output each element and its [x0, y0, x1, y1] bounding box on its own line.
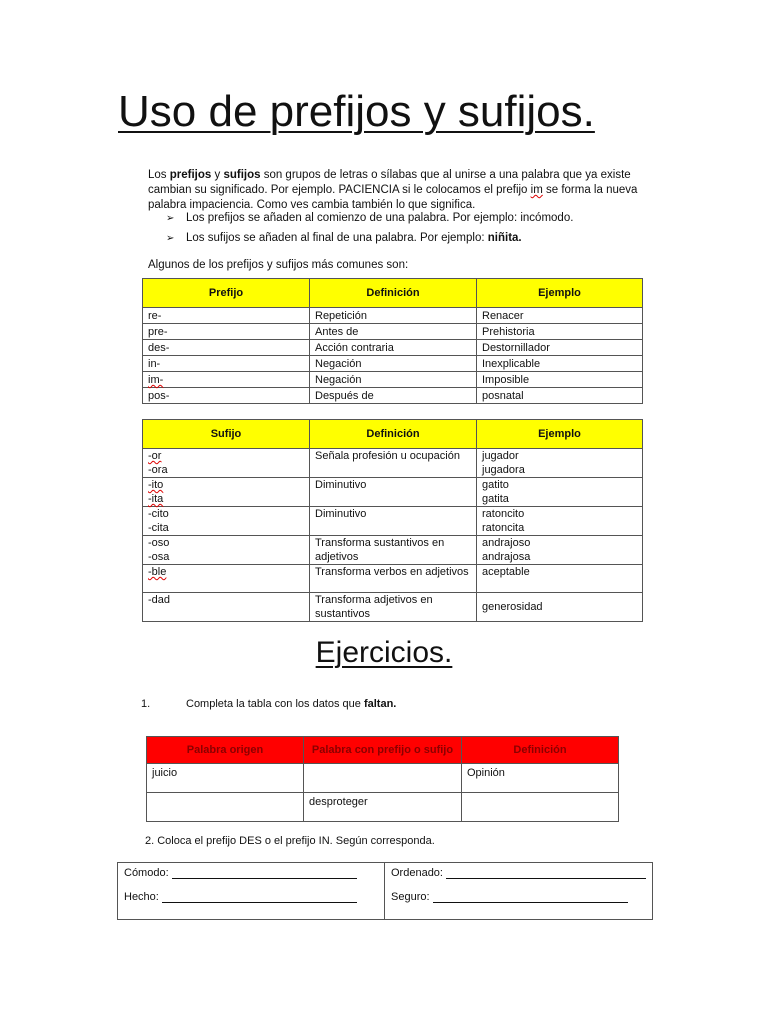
- cell-text: andrajoso: [482, 537, 531, 549]
- table-cell: [143, 536, 310, 565]
- cell-text: -oso: [148, 537, 170, 549]
- table-cell: -dad: [143, 593, 310, 622]
- table-cell: Imposible: [477, 372, 643, 388]
- table-cell: Acción contraria: [310, 340, 477, 356]
- table-cell: [143, 372, 310, 388]
- table-row: [143, 356, 643, 372]
- table-cell: Negación: [310, 372, 477, 388]
- table-cell: [477, 536, 643, 565]
- column-header: Prefijo: [143, 279, 310, 308]
- table-row: [143, 507, 643, 536]
- exercise-table: [146, 736, 619, 822]
- cell-text: -or: [148, 450, 162, 462]
- exercise-2-instruction: 2. Coloca el prefijo DES o el prefijo IN. Según corresponda.: [145, 835, 435, 847]
- table-row: [143, 449, 643, 478]
- fill-label: Seguro:: [391, 891, 430, 903]
- bullet-bold: niñita.: [487, 232, 522, 244]
- cell-text: andrajosa: [482, 551, 531, 563]
- arrow-bullet-icon: ➢: [166, 213, 175, 224]
- intro-text: y: [211, 169, 224, 181]
- fill-in-table: [117, 862, 653, 920]
- cell-text: -ble: [148, 566, 167, 578]
- bullet-sufijos: [166, 232, 522, 244]
- table-cell: [477, 507, 643, 536]
- table-row: [143, 324, 643, 340]
- table-cell: Inexplicable: [477, 356, 643, 372]
- cell-text: -cito: [148, 508, 169, 520]
- table-cell: [143, 449, 310, 478]
- table-row: [118, 863, 653, 920]
- table-header-row: [143, 279, 643, 308]
- fill-line: [391, 867, 646, 879]
- column-header: Ejemplo: [477, 420, 643, 449]
- fill-label: Ordenado:: [391, 867, 443, 879]
- column-header: Definición: [310, 279, 477, 308]
- answer-cell[interactable]: [304, 764, 462, 793]
- fill-line: [391, 891, 646, 903]
- table-cell: Diminutivo: [310, 507, 477, 536]
- cell-text: -ora: [148, 464, 168, 476]
- cell-text: jugadora: [482, 464, 525, 476]
- intro-im: im: [530, 184, 543, 196]
- suffix-table: [142, 419, 643, 622]
- answer-cell[interactable]: [462, 793, 619, 822]
- column-header: Palabra origen: [147, 737, 304, 764]
- cell-text: ratoncita: [482, 522, 525, 534]
- exercises-title: Ejercicios.: [315, 636, 453, 669]
- instruction-text: Completa la tabla con los datos que: [186, 698, 364, 710]
- fill-label: Hecho:: [124, 891, 159, 903]
- table-cell: [477, 449, 643, 478]
- table-row: [147, 764, 619, 793]
- table-cell: [143, 478, 310, 507]
- table-cell: Diminutivo: [310, 478, 477, 507]
- intro-bold-sufijos: sufijos: [223, 169, 261, 181]
- table-cell: [143, 565, 310, 593]
- table-cell: desproteger: [304, 793, 462, 822]
- intro-text: son grupos de letras o sílabas que al unirse a una palabra que ya existe cambian su significado. Por ejemplo. PACIENCIA si le colocamos el prefijo: [148, 169, 631, 196]
- table-cell: [477, 478, 643, 507]
- table-row: [143, 536, 643, 565]
- bullet-text: Los sufijos se añaden al final de una palabra. Por ejemplo:: [186, 232, 488, 244]
- answer-blank[interactable]: [172, 867, 357, 879]
- table-cell: [118, 863, 385, 920]
- answer-blank[interactable]: [446, 867, 646, 879]
- table-cell: Transforma adjetivos en sustantivos: [310, 593, 477, 622]
- column-header: Sufijo: [143, 420, 310, 449]
- table-header-row: [147, 737, 619, 764]
- column-header: Definición: [462, 737, 619, 764]
- answer-cell[interactable]: [147, 793, 304, 822]
- table-cell: Antes de: [310, 324, 477, 340]
- bullet-prefijos: [166, 212, 573, 224]
- table-cell: [143, 507, 310, 536]
- column-header: Definición: [310, 420, 477, 449]
- bullet-text: Los prefijos se añaden al comienzo de una palabra. Por ejemplo: incómodo.: [186, 212, 574, 224]
- exercise-1-instruction: [186, 698, 396, 710]
- cell-text: jugador: [482, 450, 519, 462]
- table-cell: des-: [143, 340, 310, 356]
- intro-text: se forma la nueva palabra impaciencia. Como ves cambia también lo que significa.: [148, 184, 638, 211]
- table-cell: juicio: [147, 764, 304, 793]
- table-cell: Después de: [310, 388, 477, 404]
- prefix-table: [142, 278, 643, 404]
- table-cell: re-: [143, 308, 310, 324]
- table-row: [143, 478, 643, 507]
- cell-text: ratoncito: [482, 508, 525, 520]
- table-cell: Renacer: [477, 308, 643, 324]
- table-row: [143, 372, 643, 388]
- table-cell: Opinión: [462, 764, 619, 793]
- cell-text: im-: [148, 374, 164, 386]
- cell-text: gatito: [482, 479, 509, 491]
- fill-line: [124, 891, 378, 903]
- table-row: [143, 565, 643, 593]
- intro-text: Los: [148, 169, 170, 181]
- cell-text: -cita: [148, 522, 169, 534]
- table-cell: Negación: [310, 356, 477, 372]
- table-cell: Destornillador: [477, 340, 643, 356]
- table-cell: aceptable: [477, 565, 643, 593]
- table-row: [143, 308, 643, 324]
- exercise-1-number: 1.: [141, 698, 151, 710]
- page-title: Uso de prefijos y sufijos.: [118, 87, 595, 136]
- cell-text: gatita: [482, 493, 509, 505]
- answer-blank[interactable]: [433, 891, 628, 903]
- table-header-row: [143, 420, 643, 449]
- arrow-bullet-icon: ➢: [166, 233, 175, 244]
- column-header: Ejemplo: [477, 279, 643, 308]
- answer-blank[interactable]: [162, 891, 357, 903]
- common-intro: Algunos de los prefijos y sufijos más comunes son:: [148, 259, 409, 271]
- table-cell: Transforma verbos en adjetivos: [310, 565, 477, 593]
- table-row: [143, 388, 643, 404]
- table-cell: posnatal: [477, 388, 643, 404]
- fill-label: Cómodo:: [124, 867, 169, 879]
- table-cell: in-: [143, 356, 310, 372]
- table-cell: Repetición: [310, 308, 477, 324]
- intro-bold-prefijos: prefijos: [169, 169, 212, 181]
- instruction-bold: faltan.: [363, 698, 397, 710]
- table-cell: [385, 863, 653, 920]
- table-row: [143, 340, 643, 356]
- column-header: Palabra con prefijo o sufijo: [304, 737, 462, 764]
- fill-line: [124, 867, 378, 879]
- intro-paragraph: [148, 168, 658, 213]
- table-row: [147, 793, 619, 822]
- table-row: [143, 593, 643, 622]
- table-cell: generosidad: [477, 593, 643, 622]
- table-cell: Transforma sustantivos en adjetivos: [310, 536, 477, 565]
- cell-text: -osa: [148, 551, 170, 563]
- table-cell: pos-: [143, 388, 310, 404]
- cell-text: -ita: [148, 493, 164, 505]
- table-cell: Señala profesión u ocupación: [310, 449, 477, 478]
- cell-text: -ito: [148, 479, 164, 491]
- table-cell: pre-: [143, 324, 310, 340]
- table-cell: Prehistoria: [477, 324, 643, 340]
